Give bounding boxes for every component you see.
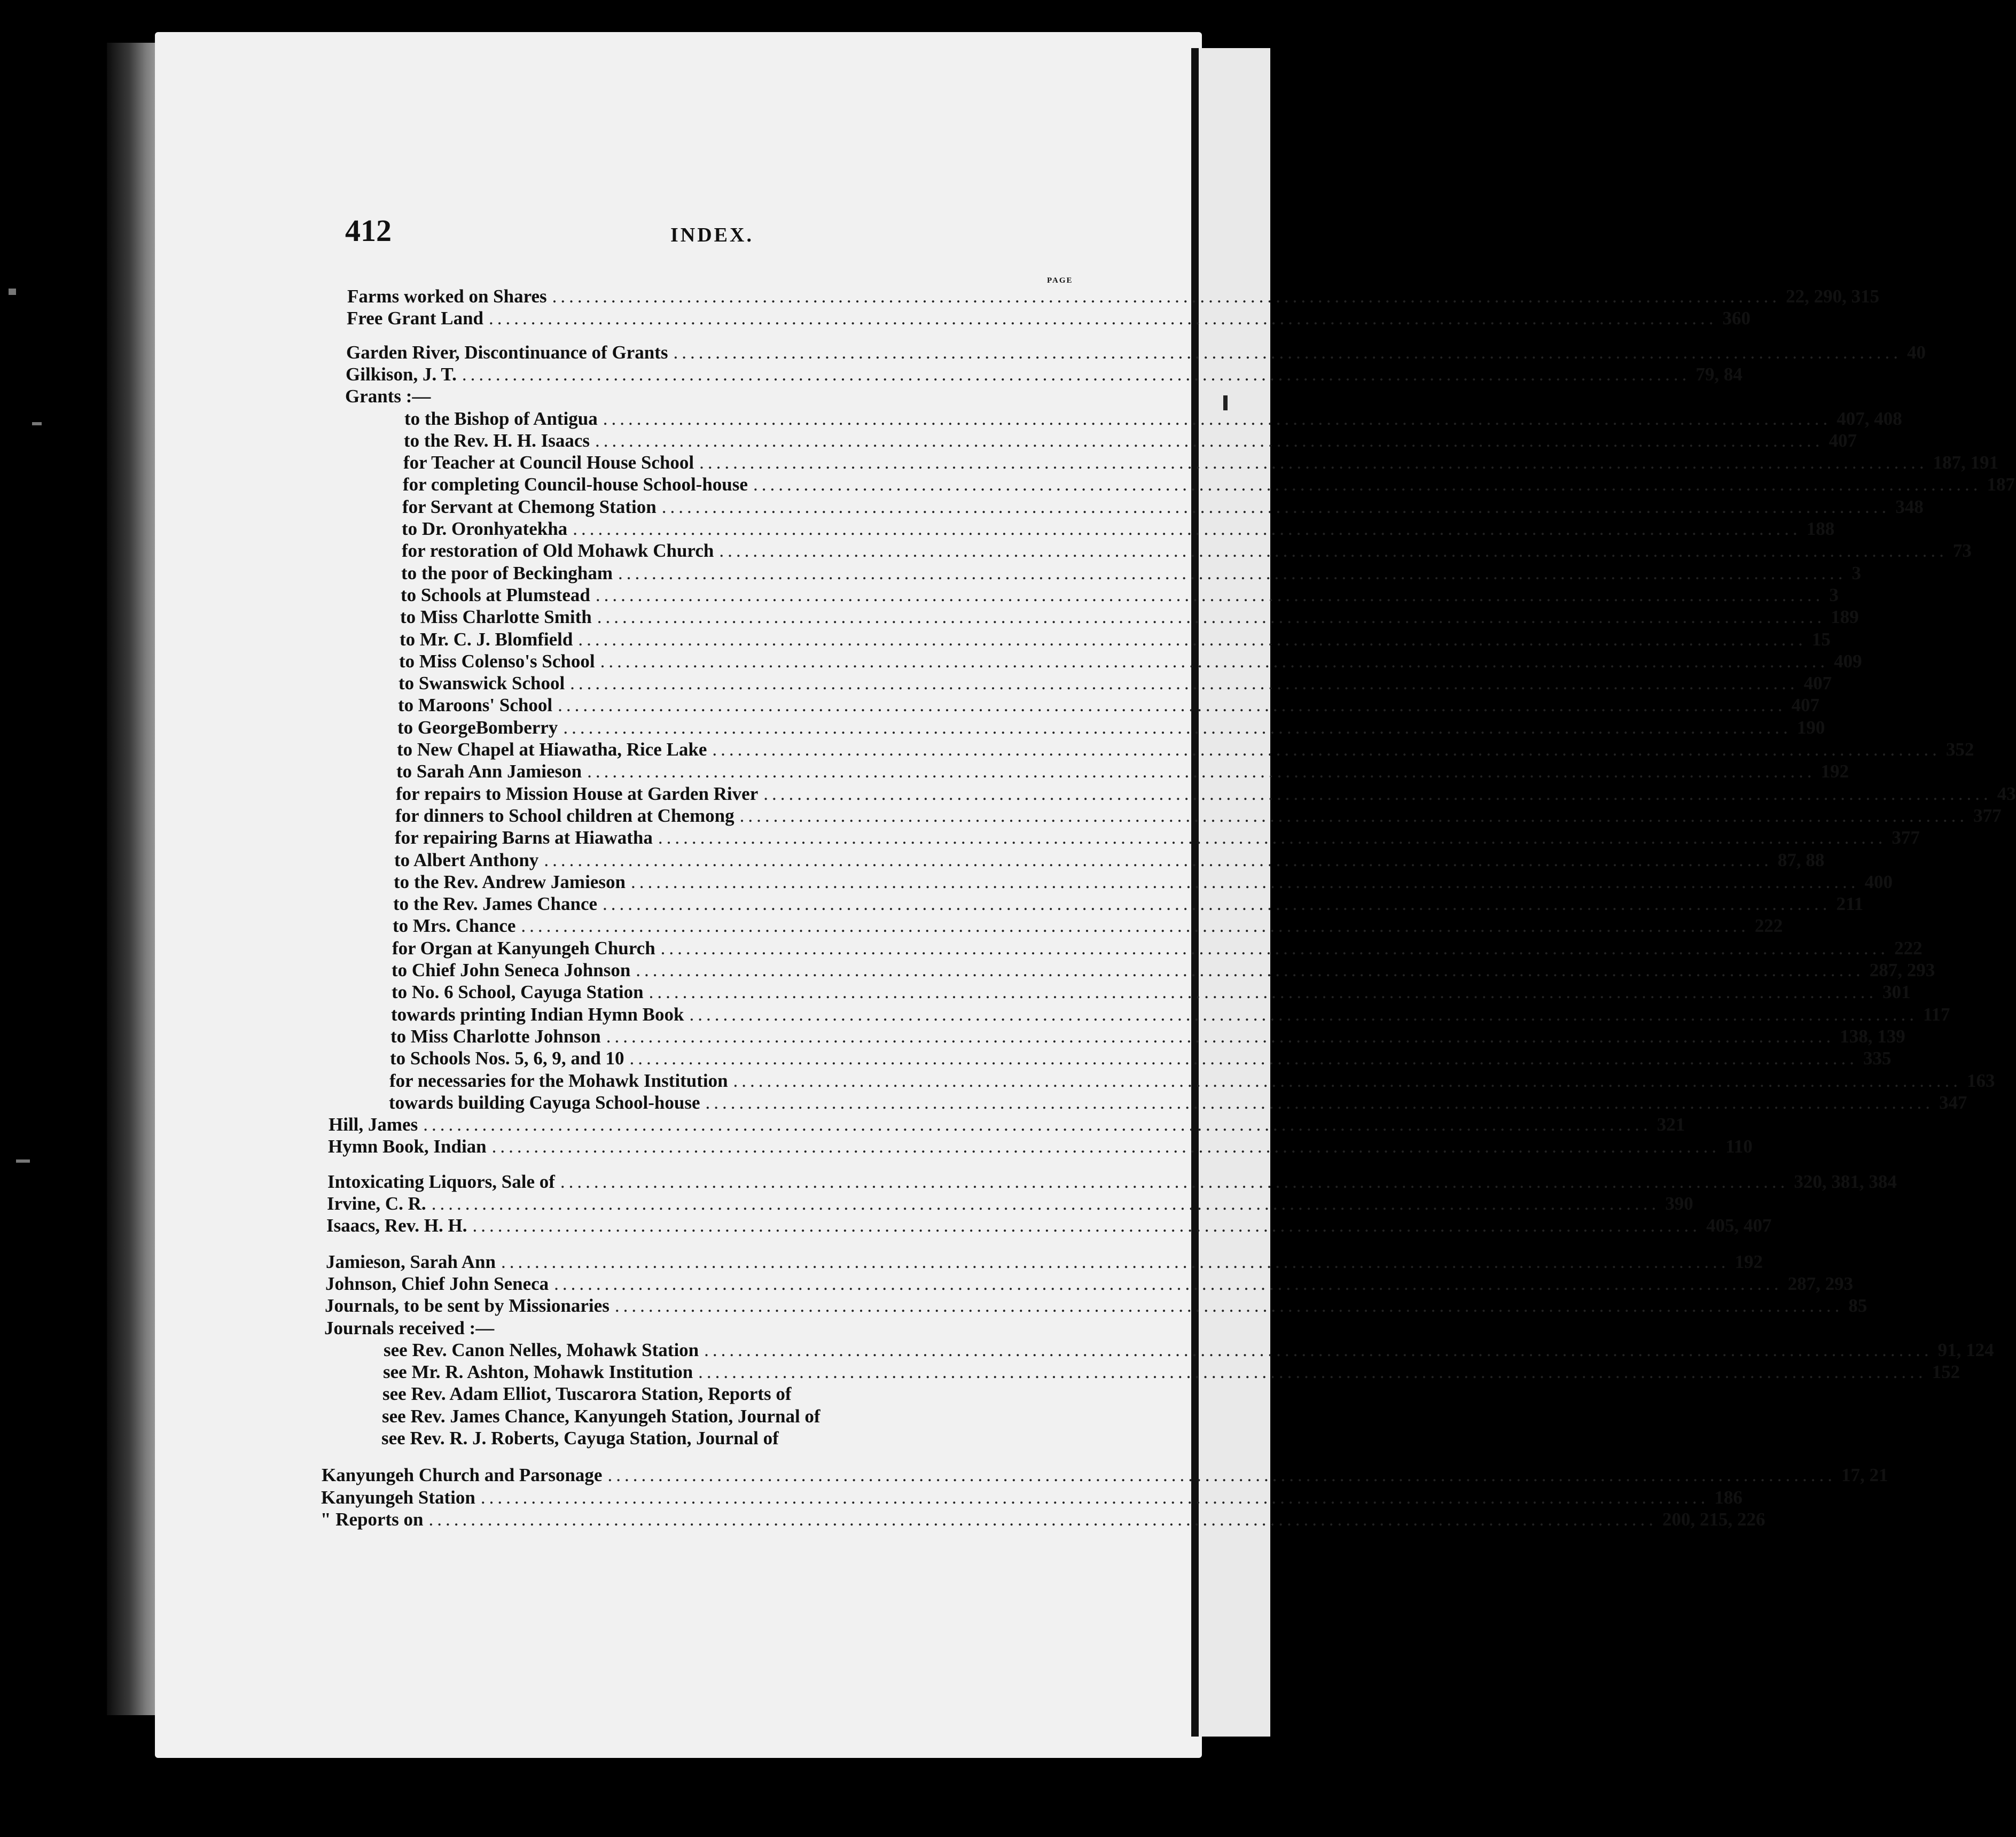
entry-label: to Albert Anthony: [394, 849, 539, 870]
index-entry: [325, 1273, 1854, 1294]
entry-label: Journals received :—: [324, 1317, 495, 1338]
entry-label: Jamieson, Sarah Ann: [326, 1251, 496, 1272]
index-entry: [381, 1428, 1072, 1449]
index-entry: [404, 408, 1902, 429]
entry-label: to GeorgeBomberry: [397, 717, 558, 738]
entry-label: to Schools at Plumstead: [401, 584, 590, 605]
leader-dots: ..................................................................................................................................................: [636, 960, 1864, 980]
entry-pages: 3: [1829, 584, 1839, 605]
leader-dots: ..................................................................................................................................................: [462, 363, 1691, 385]
entry-label: to the Rev. H. H. Isaacs: [404, 430, 590, 451]
leader-dots: ..................................................................................................................................................: [629, 1048, 1858, 1069]
leader-dots: ..................................................................................................................................................: [595, 430, 1824, 451]
entry-label: Kanyungeh Station: [321, 1486, 475, 1508]
index-entry: [394, 849, 1825, 870]
entry-label: for restoration of Old Mohawk Church: [402, 540, 714, 562]
entry-label: see Rev. Canon Nelles, Mohawk Station: [384, 1339, 699, 1360]
index-entry: [391, 1003, 1950, 1025]
entry-pages: 79, 84: [1695, 363, 1742, 385]
leader-dots: ..................................................................................................................................................: [699, 452, 1928, 473]
leader-dots: ..................................................................................................................................................: [544, 849, 1772, 870]
leader-dots: ..................................................................................................................................................: [705, 1092, 1934, 1113]
index-entry: [347, 308, 1751, 329]
index-entry: [395, 827, 1920, 849]
index-entry: [329, 1114, 1685, 1135]
entry-label: see Rev. R. J. Roberts, Cayuga Station, Journal of: [381, 1428, 779, 1449]
leader-dots: ..................................................................................................................................................: [563, 717, 1792, 738]
entry-label: to Miss Colenso's School: [399, 650, 595, 672]
leader-dots: ..................................................................................................................................................: [554, 1273, 1783, 1294]
index-entry: [384, 1339, 1994, 1360]
entry-label: see Mr. R. Ashton, Mohawk Institution: [383, 1361, 693, 1383]
entry-label: Gilkison, J. T.: [346, 363, 457, 385]
entry-label: Irvine, C. R.: [327, 1193, 426, 1214]
entry-pages: 407, 408: [1837, 408, 1902, 429]
leader-dots: ..................................................................................................................................................: [600, 650, 1829, 672]
entry-pages: 360: [1722, 308, 1751, 329]
entry-pages: 222: [1894, 937, 1923, 959]
entry-pages: 190: [1796, 717, 1825, 738]
entry-pages: 377: [1973, 805, 2002, 826]
leader-dots: ..................................................................................................................................................: [595, 584, 1824, 605]
index-entry: [400, 606, 1859, 628]
scan-speck: [9, 289, 16, 295]
entry-label: to the Rev. Andrew Jamieson: [394, 871, 626, 892]
entry-pages: 188: [1806, 518, 1835, 539]
leader-dots: ..................................................................................................................................................: [431, 1193, 1660, 1214]
leader-dots: ..................................................................................................................................................: [603, 893, 1831, 915]
entry-pages: 222: [1754, 915, 1783, 937]
entry-pages: 407: [1803, 673, 1832, 694]
entry-label: to Schools Nos. 5, 6, 9, and 10: [390, 1048, 624, 1069]
entry-pages: 352: [1945, 739, 1974, 760]
index-entry: [400, 628, 1831, 650]
index-entry: [389, 1070, 1995, 1091]
entry-pages: 390: [1665, 1193, 1693, 1214]
index-entry: [390, 1025, 1905, 1047]
entry-pages: 409: [1834, 650, 1862, 672]
page-column-head: PAGE: [1047, 276, 1073, 285]
index-entry: [321, 1508, 1765, 1530]
leader-dots: ..................................................................................................................................................: [597, 606, 1826, 628]
entry-label: Grants :—: [345, 386, 431, 407]
entry-pages: 138, 139: [1840, 1025, 1905, 1047]
entry-label: Kanyungeh Church and Parsonage: [322, 1465, 603, 1486]
leader-dots: ..................................................................................................................................................: [472, 1215, 1701, 1236]
entry-label: Hymn Book, Indian: [328, 1136, 487, 1157]
entry-label: see Rev. James Chance, Kanyungeh Station, Journal of: [382, 1405, 821, 1427]
index-entry: [327, 1193, 1693, 1214]
entry-label: Journals, to be sent by Missionaries: [325, 1295, 610, 1317]
index-entry: [383, 1361, 1960, 1383]
entry-pages: 348: [1895, 496, 1924, 517]
entry-pages: 321: [1656, 1114, 1685, 1135]
entry-pages: 22, 290, 315: [1786, 286, 1880, 307]
entry-pages: 110: [1725, 1136, 1753, 1157]
entry-pages: 407: [1829, 430, 1857, 451]
index-entry: [394, 871, 1893, 892]
index-entry: [326, 1215, 1772, 1236]
index-entry: [322, 1465, 1888, 1486]
leader-dots: ..................................................................................................................................................: [606, 1025, 1835, 1047]
entry-label: to Dr. Oronhyatekha: [402, 518, 568, 539]
leader-dots: ..................................................................................................................................................: [704, 1339, 1933, 1360]
index-entry: [396, 783, 2016, 804]
entry-label: for repairing Barns at Hiawatha: [395, 827, 653, 849]
leader-dots: ..................................................................................................................................................: [480, 1486, 1709, 1508]
leader-dots: ..................................................................................................................................................: [630, 871, 1859, 892]
entry-pages: 3: [1851, 562, 1862, 583]
entry-pages: 377: [1892, 827, 1920, 849]
entry-label: Intoxicating Liquors, Sale of: [327, 1171, 555, 1192]
leader-dots: ..................................................................................................................................................: [660, 937, 1889, 959]
entry-pages: 405, 407: [1706, 1215, 1772, 1236]
entry-label: see Rev. Adam Elliot, Tuscarora Station, Reports of: [382, 1383, 792, 1405]
entry-label: for Servant at Chemong Station: [402, 496, 657, 517]
index-entry: [397, 739, 1974, 760]
index-entry: [321, 1486, 1742, 1508]
index-entry: [399, 650, 1862, 672]
index-entry: [328, 1136, 1753, 1157]
index-entry: [326, 1251, 1763, 1272]
index-entry: [392, 960, 1935, 980]
index-entry: [393, 915, 1783, 937]
entry-pages: 163: [1967, 1070, 1995, 1091]
entry-label: to Chief John Seneca Johnson: [392, 960, 631, 980]
entry-label: towards building Cayuga School-house: [389, 1092, 700, 1113]
entry-label: for Organ at Kanyungeh Church: [392, 937, 655, 959]
index-entry: [398, 695, 1820, 716]
entry-pages: 87, 88: [1777, 849, 1825, 870]
entry-pages: 85: [1848, 1295, 1867, 1317]
leader-dots: ..................................................................................................................................................: [521, 915, 1749, 937]
leader-dots: ..................................................................................................................................................: [587, 761, 1816, 782]
index-entry: [389, 1092, 1967, 1113]
entry-pages: 192: [1820, 761, 1849, 782]
leader-dots: ..................................................................................................................................................: [501, 1251, 1730, 1272]
entry-pages: 335: [1863, 1048, 1892, 1069]
leader-dots: ..................................................................................................................................................: [763, 783, 1992, 804]
entry-label: towards printing Indian Hymn Book: [391, 1003, 684, 1025]
entry-pages: 186: [1714, 1486, 1742, 1508]
entry-label: to Sarah Ann Jamieson: [396, 761, 582, 782]
leader-dots: ..................................................................................................................................................: [719, 540, 1948, 562]
entry-label: for necessaries for the Mohawk Institution: [389, 1070, 728, 1091]
entry-pages: 200, 215, 226: [1662, 1508, 1765, 1530]
entry-label: Garden River, Discontinuance of Grants: [346, 341, 668, 363]
entry-pages: 320, 381, 384: [1794, 1171, 1897, 1192]
leader-dots: ..................................................................................................................................................: [560, 1171, 1789, 1192]
entry-label: Isaacs, Rev. H. H.: [326, 1215, 467, 1236]
entry-label: for dinners to School children at Chemong: [395, 805, 734, 826]
entry-pages: 287, 293: [1787, 1273, 1854, 1294]
index-entry: [327, 1171, 1897, 1192]
entry-pages: 187, 191: [1933, 452, 1999, 473]
index-entry: [404, 430, 1857, 451]
leader-dots: ..................................................................................................................................................: [698, 1361, 1927, 1383]
entry-pages: 152: [1932, 1361, 1960, 1383]
entry-label: to Swanswick School: [398, 673, 565, 694]
leader-dots: ..................................................................................................................................................: [491, 1136, 1721, 1157]
index-entry: [382, 1384, 1073, 1404]
index-entry: [382, 1406, 1073, 1427]
entry-pages: 211: [1836, 893, 1864, 915]
index-entry: [346, 363, 1742, 385]
page-number: 412: [345, 213, 392, 248]
index-entry: [324, 1318, 1074, 1338]
index-entry: [397, 717, 1825, 738]
leader-dots: ..................................................................................................................................................: [712, 739, 1941, 760]
index-entry: [403, 452, 1999, 473]
leader-dots: ..................................................................................................................................................: [428, 1508, 1657, 1530]
index-entry: [402, 496, 1924, 517]
leader-dots: ..................................................................................................................................................: [673, 341, 1902, 363]
entry-label: to the Bishop of Antigua: [404, 408, 598, 429]
entry-label: to Maroons' School: [398, 695, 553, 716]
index-entry: [393, 893, 1864, 915]
entry-label: Johnson, Chief John Seneca: [325, 1273, 549, 1294]
index-entry: [395, 805, 2002, 826]
entry-pages: 407: [1791, 695, 1820, 716]
leader-dots: ..................................................................................................................................................: [648, 982, 1878, 1003]
leader-dots: ..................................................................................................................................................: [603, 408, 1832, 429]
entry-pages: 192: [1734, 1251, 1763, 1272]
scan-speck: [32, 422, 42, 425]
entry-pages: 400: [1864, 871, 1893, 892]
leader-dots: ..................................................................................................................................................: [489, 308, 1717, 329]
index-entry: [345, 386, 1086, 407]
entry-pages: 189: [1831, 606, 1859, 628]
entry-label: to the poor of Beckingham: [401, 562, 613, 583]
index-entry: [398, 673, 1832, 694]
entry-label: to Mr. C. J. Blomfield: [400, 628, 573, 650]
leader-dots: ..................................................................................................................................................: [614, 1295, 1843, 1317]
index-entry: [392, 937, 1923, 959]
leader-dots: ..................................................................................................................................................: [607, 1465, 1836, 1486]
index-entry: [401, 584, 1839, 605]
scan-speck: [16, 1159, 30, 1163]
leader-dots: ..................................................................................................................................................: [618, 562, 1847, 583]
index-entry: [325, 1295, 1867, 1317]
index-entry: [346, 341, 1926, 363]
entry-label: " Reports on: [321, 1508, 424, 1530]
entry-label: to Miss Charlotte Smith: [400, 606, 592, 628]
entry-pages: 15: [1811, 628, 1831, 650]
entry-label: to Mrs. Chance: [393, 915, 516, 937]
leader-dots: ..................................................................................................................................................: [658, 827, 1887, 849]
leader-dots: ..................................................................................................................................................: [570, 673, 1799, 694]
entry-label: Hill, James: [329, 1114, 418, 1135]
leader-dots: ..................................................................................................................................................: [558, 695, 1786, 716]
index-entry: [402, 540, 1972, 562]
index-entry: [392, 982, 1911, 1003]
leader-dots: ..................................................................................................................................................: [753, 474, 1982, 495]
leader-dots: ..................................................................................................................................................: [573, 518, 1801, 539]
entry-label: for repairs to Mission House at Garden River: [396, 783, 759, 804]
entry-pages: 73: [1952, 540, 1972, 562]
entry-pages: 17, 21: [1841, 1465, 1888, 1486]
entry-pages: 43: [1997, 783, 2016, 804]
index-entry: [401, 562, 1862, 583]
index-entry: [402, 518, 1835, 539]
index-entry: [403, 474, 2015, 495]
running-head: INDEX.: [670, 224, 754, 246]
index-entry: [396, 761, 1849, 782]
index-entry: [347, 286, 1880, 307]
entry-pages: 347: [1939, 1092, 1967, 1113]
leader-dots: ..................................................................................................................................................: [552, 286, 1781, 307]
leader-dots: ..................................................................................................................................................: [733, 1070, 1962, 1091]
entry-label: Free Grant Land: [347, 308, 484, 329]
leader-dots: ..................................................................................................................................................: [689, 1003, 1918, 1025]
entry-label: Farms worked on Shares: [347, 286, 547, 307]
entry-pages: 91, 124: [1937, 1339, 1994, 1360]
entry-pages: 117: [1923, 1003, 1950, 1025]
entry-pages: 301: [1882, 982, 1911, 1003]
entry-label: for completing Council-house School-house: [403, 474, 748, 495]
entry-label: for Teacher at Council House School: [403, 452, 694, 473]
entry-pages: 287, 293: [1869, 960, 1935, 980]
entry-label: to No. 6 School, Cayuga Station: [392, 982, 644, 1003]
entry-pages: 40: [1906, 341, 1926, 363]
index-entry: [390, 1048, 1892, 1069]
entry-label: to New Chapel at Hiawatha, Rice Lake: [397, 739, 707, 760]
leader-dots: ..................................................................................................................................................: [661, 496, 1890, 517]
entry-pages: 187: [1987, 474, 2015, 495]
leader-dots: ..................................................................................................................................................: [739, 805, 1968, 826]
leader-dots: ..................................................................................................................................................: [578, 628, 1807, 650]
entry-label: to Miss Charlotte Johnson: [390, 1025, 601, 1047]
leader-dots: ..................................................................................................................................................: [423, 1114, 1652, 1135]
entry-label: to the Rev. James Chance: [393, 893, 598, 915]
